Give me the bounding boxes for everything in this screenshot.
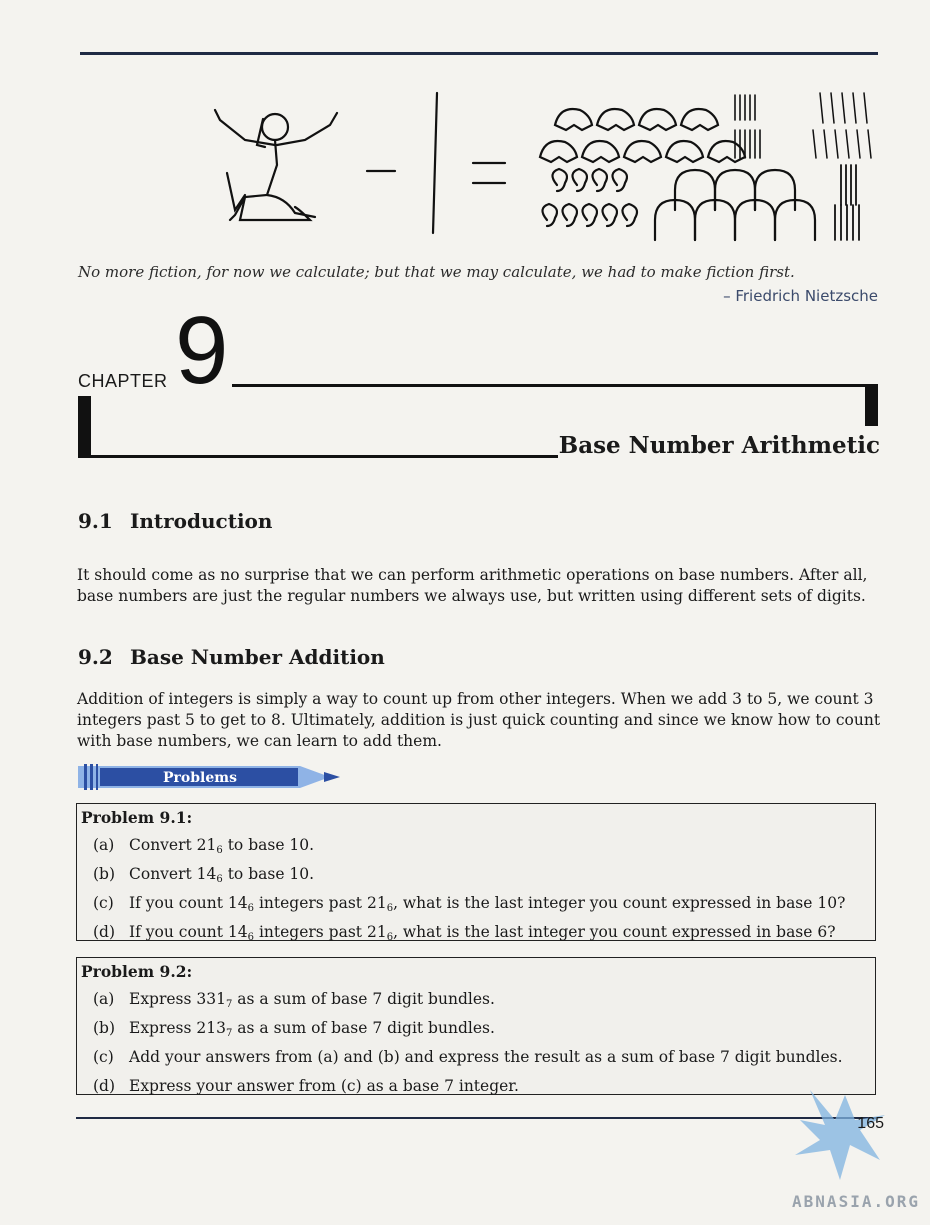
section-heading-addition [78, 645, 385, 669]
chapter-bar-right [865, 384, 878, 426]
section-heading-introduction [78, 509, 272, 533]
chapter-label: CHAPTER [78, 371, 168, 391]
chapter-rule-bottom [78, 455, 558, 458]
hieroglyph-illustration [205, 85, 895, 255]
problems-banner-label: Problems [163, 770, 237, 786]
watermark-dragon-icon [780, 1085, 890, 1185]
finger-glyphs [735, 95, 760, 158]
problem-item-d: (d) If you count $14_6$ integers past $21_6$, what is the last integer you count expressed in base 6? [93, 922, 836, 943]
problem-item-d: (d) Express your answer from (c) as a base 7 integer. [93, 1076, 519, 1095]
problem-item-b: (b) Convert $14_6$ to base 10. [93, 864, 315, 885]
epigraph-quote: No more fiction, for now we calculate; but that we may calculate, we had to make fiction first. [78, 263, 795, 281]
problem-item-b: (b) Express $213_7$ as a sum of base 7 digit bundles. [93, 1018, 495, 1039]
problem-item-a: (a) Express $331_7$ as a sum of base 7 digit bundles. [93, 989, 495, 1010]
chapter-title: Base Number Arithmetic [558, 432, 880, 459]
problem-box-9-2 [76, 957, 876, 1095]
watermark-text: ABNASIA.ORG [792, 1192, 920, 1211]
problem-item-c: (c) If you count $14_6$ integers past $21_6$, what is the last integer you count expressed in base 10? [93, 893, 846, 914]
arch-glyphs [655, 170, 815, 240]
epigraph-attribution: – Friedrich Nietzsche [723, 287, 878, 305]
section-title: Base Number Addition [130, 645, 385, 669]
problem-title: Problem 9.1: [81, 808, 193, 827]
page-number: 165 [857, 1115, 884, 1132]
top-rule [80, 52, 878, 55]
coil-glyphs [542, 169, 637, 226]
frog-glyphs [540, 109, 745, 162]
problem-item-c: (c) Add your answers from (a) and (b) and express the result as a sum of base 7 digit bundles. [93, 1047, 843, 1066]
intro-paragraph: It should come as no surprise that we can perform arithmetic operations on base numbers. After all, base numbers are just the regular numbers we always use, but written using different sets of digits. [77, 566, 868, 605]
lotus-glyphs [813, 93, 871, 158]
chapter-bar-left [78, 396, 91, 458]
section-title: Introduction [130, 509, 273, 533]
section-number: 9.2 [78, 645, 113, 669]
chapter-number: 9 [175, 297, 229, 404]
one-stroke-glyph [433, 93, 437, 233]
unit-stroke-glyphs [835, 165, 859, 240]
addition-paragraph: Addition of integers is simply a way to count up from other integers. When we add 3 to 5, we count 3 integers past 5 to get to 8. Ultimately, addition is just quick counting and since we know how to count with base numbers, we can learn to add them. [77, 690, 881, 750]
problems-banner [78, 764, 340, 790]
problem-item-a: (a) Convert $21_6$ to base 10. [93, 835, 315, 856]
problem-box-9-1 [76, 803, 876, 941]
bottom-rule [76, 1117, 876, 1119]
problem-title: Problem 9.2: [81, 962, 193, 981]
chapter-rule-top [232, 384, 878, 387]
kneeling-figure-glyph [215, 110, 337, 220]
section-number: 9.1 [78, 509, 113, 533]
